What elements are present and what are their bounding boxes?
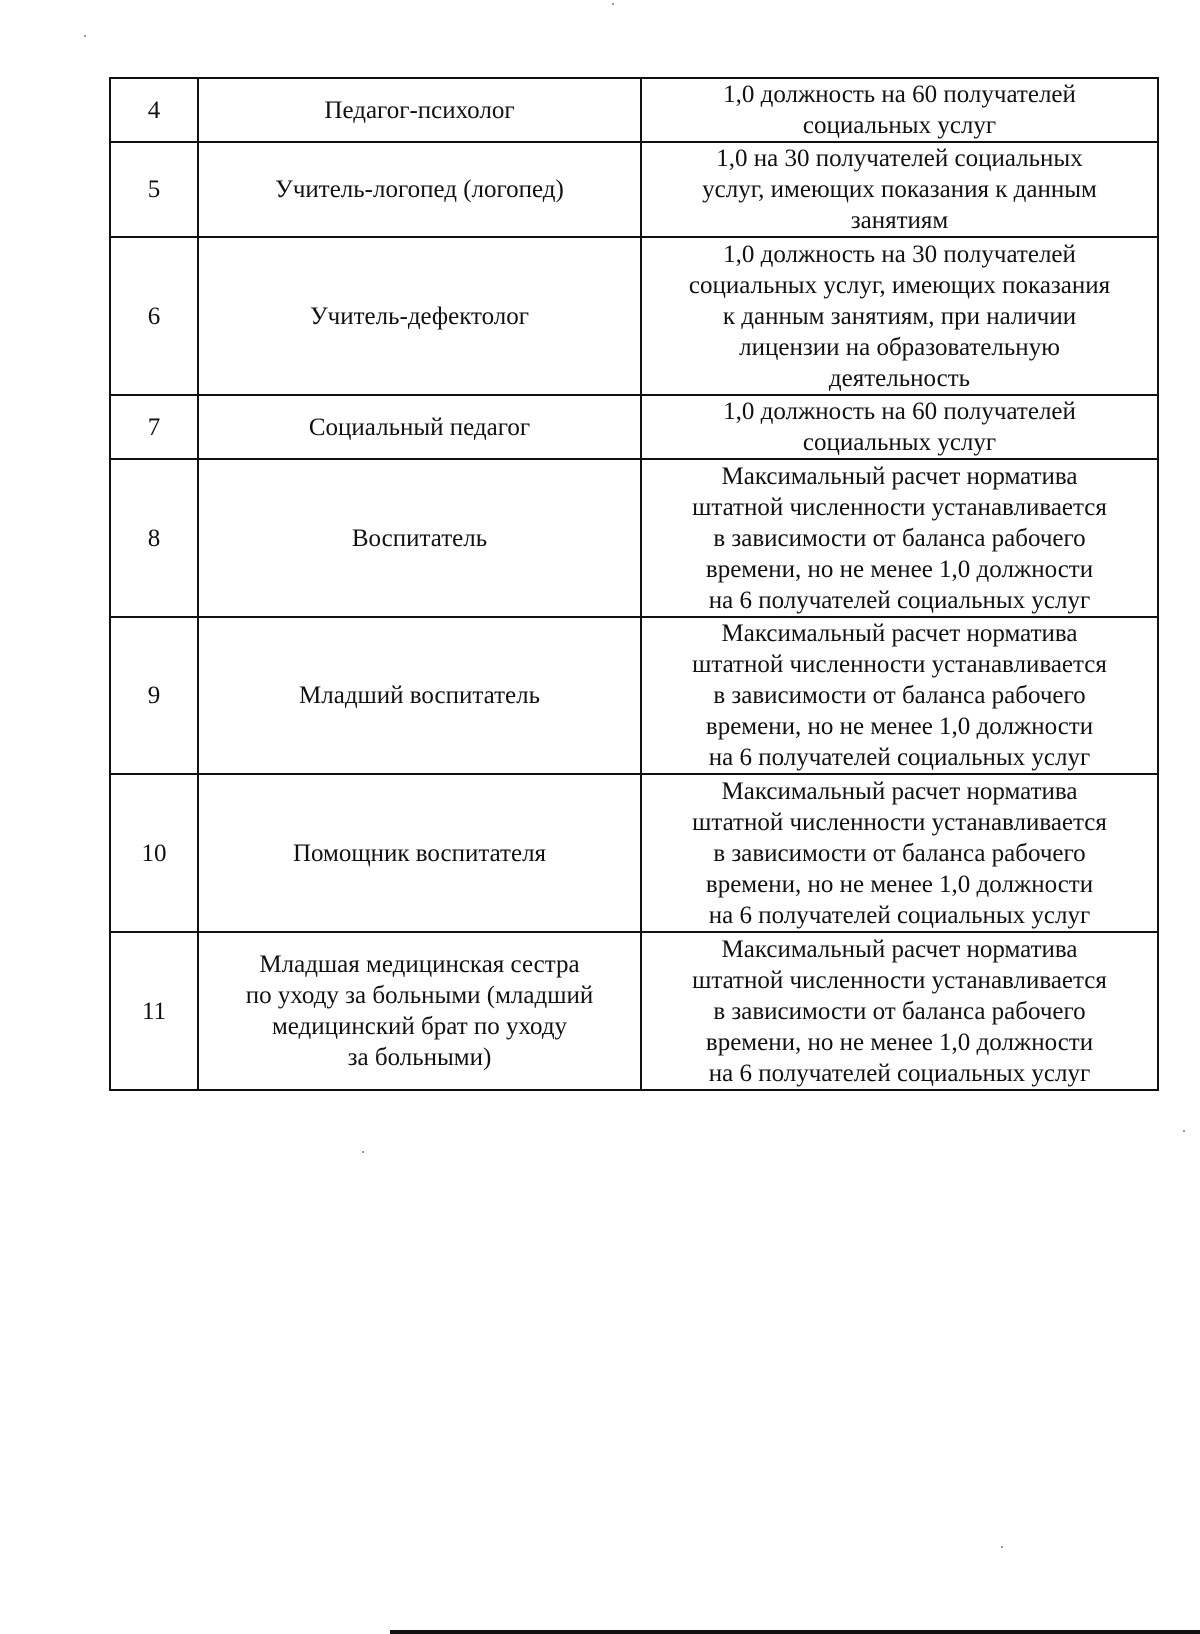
norm-line: к данным занятиям, при наличии (722, 302, 1077, 330)
norm-line: на 6 получателей социальных услуг (708, 901, 1091, 929)
position-cell: Воспитатель (198, 459, 641, 617)
norm-line: времени, но не менее 1,0 должности (705, 870, 1094, 898)
scan-speck (1001, 1546, 1003, 1548)
norm-line: Максимальный расчет норматива (721, 777, 1078, 805)
scan-speck (362, 1151, 364, 1153)
norm-line: на 6 получателей социальных услуг (708, 744, 1091, 771)
position-cell: Социальный педагог (198, 395, 641, 459)
position-line: медицинский брат по уходу (271, 1013, 568, 1040)
norm-cell (641, 395, 1158, 459)
position-cell: Помощник воспитателя (198, 774, 641, 932)
scan-speck (612, 3, 614, 5)
position-cell: Учитель-дефектолог (198, 237, 641, 395)
norm-line: занятиям (850, 207, 949, 234)
position-cell: Педагог-психолог (198, 78, 641, 142)
row-number: 8 (110, 459, 198, 617)
row-number: 6 (110, 237, 198, 395)
norm-line: штатной численности устанавливается (692, 966, 1107, 994)
norm-line: штатной численности устанавливается (692, 808, 1107, 836)
norm-line: на 6 получателей социальных услуг (708, 1059, 1091, 1087)
table-row (110, 142, 1158, 237)
position-cell (198, 932, 641, 1090)
norm-line: времени, но не менее 1,0 должности (705, 555, 1094, 583)
table-row (110, 237, 1158, 395)
row-number: 9 (110, 617, 198, 774)
table-row (110, 459, 1158, 617)
scan-bottom-edge (390, 1630, 1200, 1634)
norm-line: в зависимости от баланса рабочего (713, 524, 1086, 552)
row-number: 4 (110, 78, 198, 142)
table-row (110, 78, 1158, 142)
norm-line: лицензии на образовательную (739, 333, 1060, 361)
position-cell: Младший воспитатель (198, 617, 641, 774)
norm-line: услуг, имеющих показания к данным (702, 176, 1097, 203)
row-number: 10 (110, 774, 198, 932)
norm-line: в зависимости от баланса рабочего (713, 997, 1086, 1025)
norm-line: на 6 получателей социальных услуг (708, 586, 1091, 614)
norm-line: Максимальный расчет норматива (721, 935, 1078, 963)
norm-cell (641, 142, 1158, 237)
staffing-norms-table (109, 77, 1159, 1091)
row-number: 5 (110, 142, 198, 237)
table-row (110, 774, 1158, 932)
norm-line: 1,0 на 30 получателей социальных (716, 145, 1083, 172)
norm-line: 1,0 должность на 30 получателей (723, 240, 1076, 268)
position-line: по уходу за больными (младший (245, 982, 594, 1009)
position-line: за больными) (347, 1044, 492, 1071)
norm-line: социальных услуг, имеющих показания (688, 271, 1111, 299)
norm-line: времени, но не менее 1,0 должности (705, 1028, 1094, 1056)
table-body (110, 78, 1158, 1090)
norm-cell (641, 459, 1158, 617)
norm-line: штатной численности устанавливается (692, 493, 1107, 521)
table-row (110, 932, 1158, 1090)
table-row (110, 617, 1158, 774)
norm-line: социальных услуг (802, 429, 997, 456)
norm-line: 1,0 должность на 60 получателей (723, 398, 1076, 425)
norm-line: в зависимости от баланса рабочего (713, 839, 1086, 867)
norm-line: в зависимости от баланса рабочего (713, 682, 1086, 709)
position-line: Младшая медицинская сестра (259, 951, 580, 978)
norm-line: времени, но не менее 1,0 должности (705, 713, 1094, 740)
position-cell: Учитель-логопед (логопед) (198, 142, 641, 237)
norm-cell (641, 774, 1158, 932)
norm-line: Максимальный расчет норматива (721, 620, 1078, 647)
scan-speck (1183, 1130, 1185, 1132)
scan-speck (84, 35, 86, 37)
norm-cell (641, 932, 1158, 1090)
norm-line: штатной численности устанавливается (692, 651, 1107, 678)
table-row (110, 395, 1158, 459)
norm-cell (641, 237, 1158, 395)
norm-cell (641, 78, 1158, 142)
norm-line: Максимальный расчет норматива (721, 462, 1078, 490)
row-number: 7 (110, 395, 198, 459)
norm-line: деятельность (828, 364, 971, 392)
norm-cell (641, 617, 1158, 774)
row-number: 11 (110, 932, 198, 1090)
norm-line: социальных услуг (802, 112, 997, 139)
norm-line: 1,0 должность на 60 получателей (723, 81, 1076, 108)
